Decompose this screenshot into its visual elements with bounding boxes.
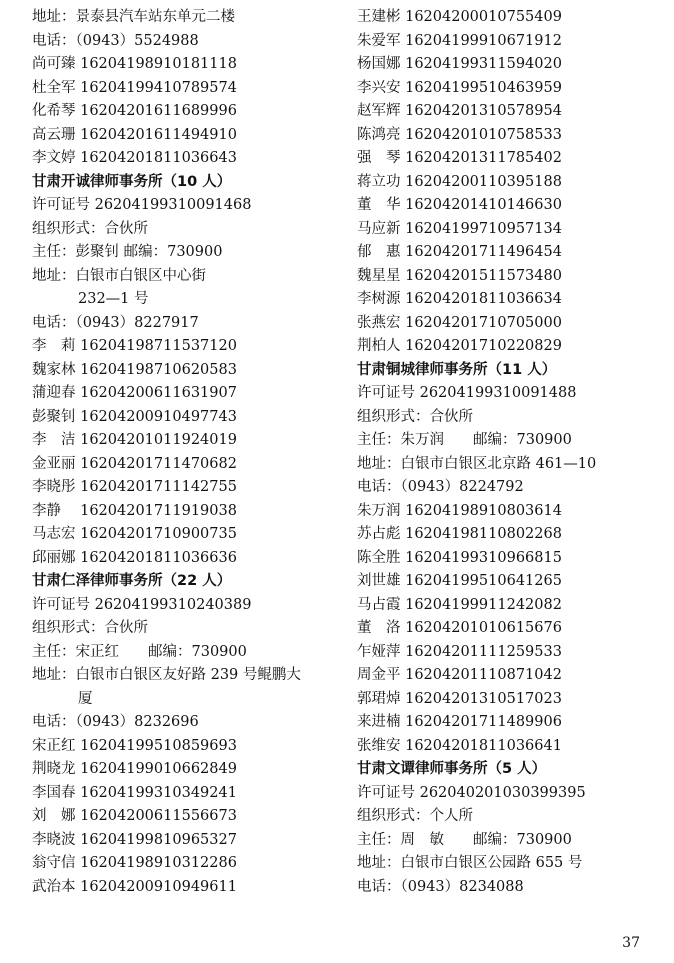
- text-line: 强 琴 16204201311785402: [357, 150, 562, 166]
- text-line: 马应新 16204199710957134: [357, 220, 562, 237]
- text-line: 董 华 16204201410146630: [357, 197, 562, 213]
- text-line: 地址：景泰县汽车站东单元二楼: [32, 9, 235, 25]
- text-line: 彭聚钊 16204200910497743: [32, 408, 237, 425]
- text-line: 邱丽娜 16204201811036636: [32, 549, 237, 566]
- text-line: 董 洛 16204201010615676: [357, 620, 562, 636]
- page-number: 37: [622, 935, 640, 951]
- text-line: 魏星星 16204201511573480: [357, 267, 562, 284]
- text-line: 周金平 16204201110871042: [357, 667, 562, 683]
- text-line: 232—1 号: [78, 291, 149, 307]
- text-line: 组织形式：合伙所: [32, 220, 148, 237]
- text-line: 许可证号 26204199310091488: [357, 385, 577, 401]
- text-line: 电话：（0943）8224792: [357, 479, 524, 495]
- firm-heading: 甘肃文谭律师事务所（5 人）: [357, 761, 547, 777]
- text-line: 蒲迎春 16204200611631907: [32, 385, 237, 401]
- text-line: 李晓波 16204199810965327: [32, 831, 237, 848]
- text-line: 杜全军 16204199410789574: [32, 79, 237, 96]
- text-line: 张维安 16204201811036641: [357, 737, 562, 754]
- text-line: 赵军辉 16204201310578954: [357, 103, 562, 119]
- firm-heading: 甘肃开诚律师事务所（10 人）: [32, 173, 232, 190]
- text-line: 李 洁 16204201011924019: [32, 432, 237, 448]
- text-line: 朱爱军 16204199910671912: [357, 32, 562, 49]
- text-line: 化希琴 16204201611689996: [32, 103, 237, 119]
- text-line: 马志宏 16204201710900735: [32, 526, 237, 542]
- text-line: 电话：（0943）5524988: [32, 32, 199, 49]
- text-line: 乍娅萍 16204201111259533: [357, 643, 562, 660]
- right-column: [357, 6, 657, 899]
- text-line: 苏占彪 16204198110802268: [357, 526, 562, 542]
- text-line: 陈鸿亮 16204201010758533: [357, 126, 562, 143]
- text-line: 蒋立功 16204200110395188: [357, 173, 562, 190]
- text-line: 李静 16204201711919038: [32, 502, 237, 519]
- text-line: 李树源 16204201811036634: [357, 291, 562, 307]
- text-line: 郭珺焯 16204201310517023: [357, 690, 562, 707]
- text-line: 组织形式：合伙所: [357, 408, 473, 425]
- text-line: 李文婷 16204201811036643: [32, 150, 237, 166]
- text-line: 金亚丽 16204201711470682: [32, 455, 237, 472]
- text-line: 李晓彤 16204201711142755: [32, 479, 237, 495]
- text-line: 杨国娜 16204199311594020: [357, 56, 562, 72]
- text-line: 许可证号 262040201030399395: [357, 784, 586, 801]
- text-line: 电话：（0943）8234088: [357, 878, 524, 895]
- text-line: 荆柏人 16204201710220829: [357, 338, 562, 354]
- text-line: 张燕宏 16204201710705000: [357, 314, 562, 331]
- text-line: 朱万润 16204198910803614: [357, 502, 562, 519]
- text-line: 地址：白银市白银区友好路 239 号鲲鹏大: [32, 667, 301, 683]
- text-line: 李国春 16204199310349241: [32, 784, 237, 801]
- text-line: 组织形式：个人所: [357, 808, 473, 824]
- text-line: 魏家林 16204198710620583: [32, 361, 237, 378]
- text-line: 翁守信 16204198910312286: [32, 855, 237, 871]
- text-line: 主任：彭聚钊 邮编：730900: [32, 244, 223, 260]
- text-line: 电话：（0943）8227917: [32, 314, 199, 331]
- text-line: 组织形式：合伙所: [32, 620, 148, 636]
- firm-heading: 甘肃铜城律师事务所（11 人）: [357, 361, 557, 378]
- text-line: 主任：周 敏 邮编：730900: [357, 831, 572, 848]
- text-line: 刘 娜 16204200611556673: [32, 808, 237, 824]
- text-line: 许可证号 26204199310091468: [32, 197, 252, 213]
- text-line: 武治本 16204200910949611: [32, 878, 237, 895]
- text-line: 陈全胜 16204199310966815: [357, 549, 562, 566]
- left-column: [32, 6, 332, 899]
- text-line: 许可证号 26204199310240389: [32, 596, 252, 613]
- text-line: 刘世雄 16204199510641265: [357, 573, 562, 589]
- text-line: 地址：白银市白银区中心街: [32, 267, 206, 284]
- text-line: 宋正红 16204199510859693: [32, 737, 237, 754]
- text-line: 李 莉 16204198711537120: [32, 338, 237, 354]
- text-line: 厦: [78, 690, 93, 707]
- text-line: 地址：白银市白银区北京路 461—10: [357, 455, 597, 472]
- text-line: 王建彬 16204200010755409: [357, 9, 562, 25]
- text-line: 主任：朱万润 邮编：730900: [357, 432, 572, 448]
- text-line: 高云珊 16204201611494910: [32, 126, 237, 143]
- text-line: 马占霞 16204199911242082: [357, 596, 562, 613]
- text-line: 电话：（0943）8232696: [32, 714, 199, 730]
- text-line: 尚可臻 16204198910181118: [32, 56, 237, 72]
- firm-heading: 甘肃仁泽律师事务所（22 人）: [32, 573, 232, 589]
- text-line: 主任：宋正红 邮编：730900: [32, 643, 247, 660]
- text-line: 来进楠 16204201711489906: [357, 714, 562, 730]
- text-line: 荆晓龙 16204199010662849: [32, 761, 237, 777]
- text-line: 地址：白银市白银区公园路 655 号: [357, 855, 583, 871]
- text-line: 郁 惠 16204201711496454: [357, 244, 562, 260]
- text-line: 李兴安 16204199510463959: [357, 79, 562, 96]
